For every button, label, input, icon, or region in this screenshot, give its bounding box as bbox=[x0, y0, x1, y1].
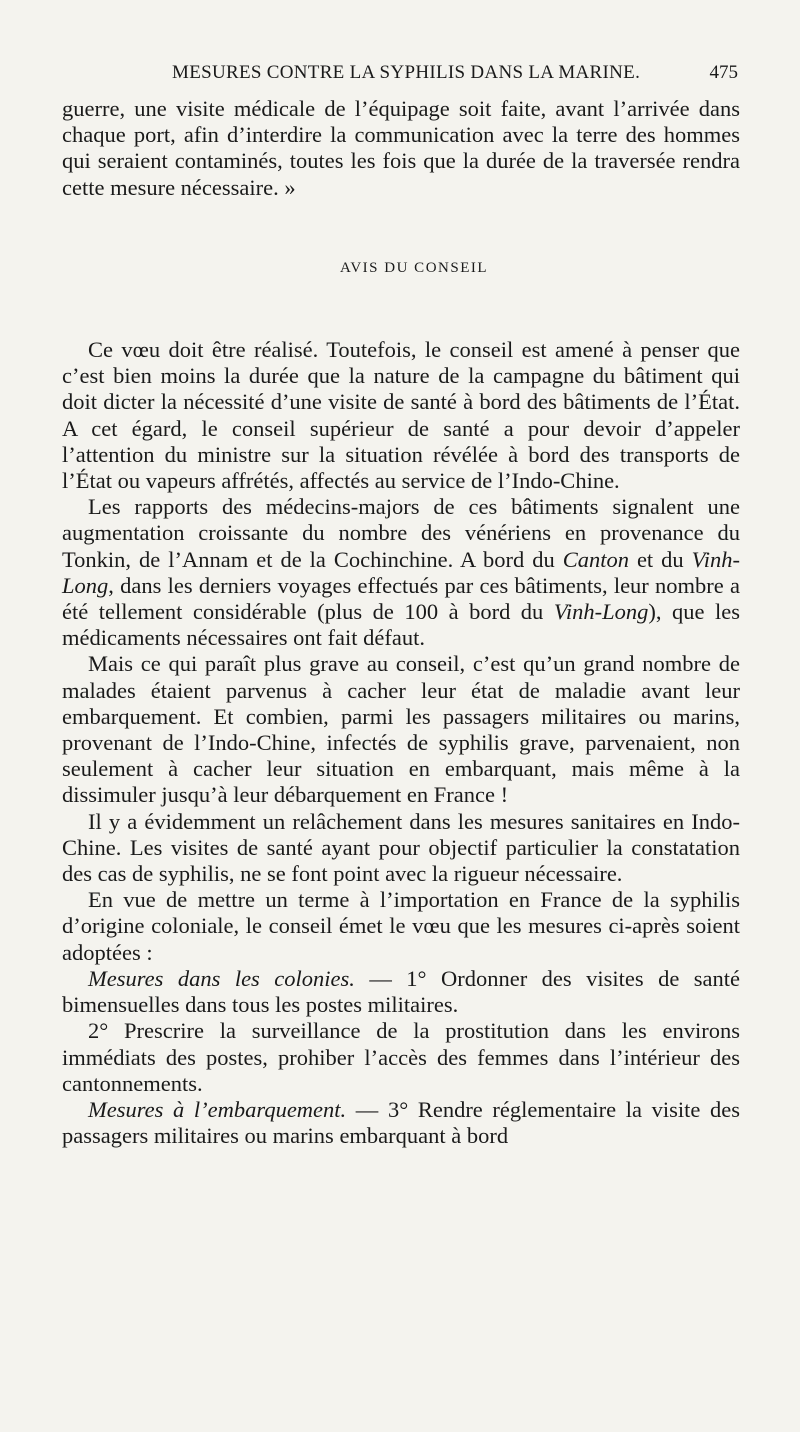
measure-heading: Mesures dans les colonies. bbox=[88, 965, 355, 991]
paragraph: Il y a évidemment un relâchement dans les mesures sanitaires en Indo-Chine. Les visites de santé ayant pour objectif particulier la constatation des cas de syphilis, ne se font point avec la rigueur nécessaire. bbox=[62, 808, 740, 887]
paragraph: Ce vœu doit être réalisé. Toutefois, le conseil est amené à penser que c’est bien moins la durée que la nature de la campagne du bâtiment qui doit dicter la nécessité d’une visite de santé à bord des bâtiments de l’État. A cet égard, le conseil supérieur de santé a pour devoir d’appeler l’attention du ministre sur la situation révélée à bord des transports de l’État ou vapeurs affrétés, affectés au service de l’Indo-Chine. bbox=[62, 337, 740, 494]
text-run: , dans les derniers voyages effectués par ces bâtiments, leur nombre a été tellement considérable (plus de 100 à bord du bbox=[62, 572, 740, 625]
text-run: et du bbox=[628, 546, 692, 572]
ship-name: Canton bbox=[562, 546, 629, 572]
ship-name: Vinh-Long bbox=[62, 546, 740, 598]
paragraph-continuation: guerre, une visite médicale de l’équipage soit faite, avant l’arrivée dans chaque port, afin d’interdire la communication avec la terre des hommes qui seraient contaminés, toutes les fois que la durée de la traversée rendra cette mesure nécessaire. » bbox=[62, 96, 740, 200]
text-run: — 1° Ordonner des visites de santé bimensuelles dans tous les postes militaires. bbox=[62, 965, 740, 1018]
page-header bbox=[62, 62, 738, 86]
text-run: ), que les médicaments nécessaires ont fait défaut. bbox=[62, 599, 740, 651]
paragraph bbox=[62, 1097, 740, 1149]
text-run: Les rapports des médecins-majors de ces bâtiments signalent une augmentation croissante du nombre des vénériens en provenance du Tonkin, de l’Annam et de la Cochinchine. A bord du bbox=[62, 494, 740, 572]
ship-name: Vinh-Long bbox=[553, 599, 649, 625]
page-body bbox=[62, 96, 740, 1149]
paragraph: En vue de mettre un terme à l’importation en France de la syphilis d’origine coloniale, le conseil émet le vœu que les mesures ci-après soient adoptées : bbox=[62, 887, 740, 965]
measure-heading: Mesures à l’embarquement. bbox=[88, 1096, 347, 1122]
section-title: AVIS DU CONSEIL bbox=[339, 259, 489, 276]
paragraph bbox=[62, 494, 740, 651]
text-run: — 3° Rendre réglementaire la visite des passagers militaires ou marins embarquant à bord bbox=[62, 1096, 740, 1149]
running-title: MESURES CONTRE LA SYPHILIS DANS LA MARINE. bbox=[172, 62, 641, 83]
paragraph: 2° Prescrire la surveillance de la prostitution dans les environs immédiats des postes, prohiber l’accès des femmes dans l’intérieur des cantonnements. bbox=[62, 1018, 740, 1096]
paragraph bbox=[62, 966, 740, 1018]
paragraph: Mais ce qui paraît plus grave au conseil, c’est qu’un grand nombre de malades étaient parvenus à cacher leur état de maladie avant leur embarquement. Et combien, parmi les passagers militaires ou marins, provenant de l’Indo-Chine, infectés de syphilis grave, parvenaient, non seulement à cacher leur situation en embarquant, mais même à la dissimuler jusqu’à leur débarquement en France ! bbox=[62, 651, 740, 808]
page-number: 475 bbox=[709, 62, 738, 83]
